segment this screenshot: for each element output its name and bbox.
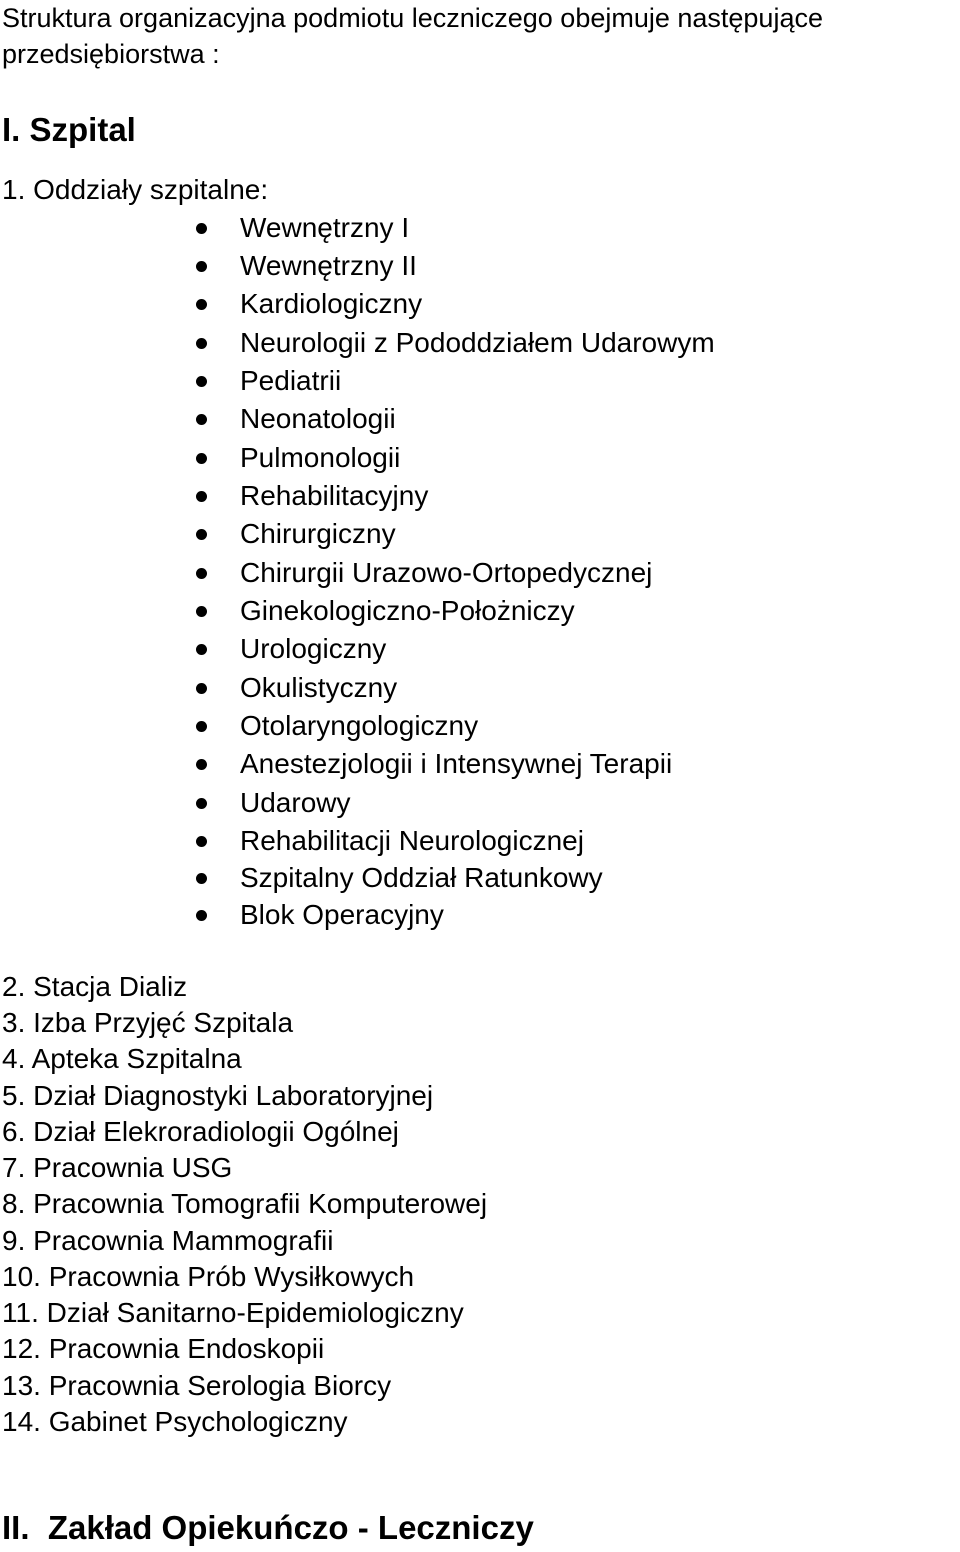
intro-paragraph: Struktura organizacyjna podmiotu leczniczego obejmuje następujące przedsiębiorstwa : — [2, 3, 823, 69]
list-item: 8. Pracownia Tomografii Komputerowej — [2, 1188, 488, 1219]
list-item: 4. Apteka Szpitalna — [2, 1043, 242, 1074]
list-item: 2. Stacja Dializ — [2, 971, 188, 1002]
wards-heading: 1. Oddziały szpitalne: — [2, 174, 269, 205]
bullet-icon — [196, 873, 207, 884]
bullet-icon — [196, 491, 207, 502]
bullet-icon — [196, 606, 207, 617]
list-item: 11. Dział Sanitarno-Epidemiologiczny — [2, 1297, 464, 1328]
list-item: 5. Dział Diagnostyki Laboratoryjnej — [2, 1080, 434, 1111]
list-item: 10. Pracownia Prób Wysiłkowych — [2, 1261, 415, 1292]
bullet-icon — [196, 759, 207, 770]
section-heading-zol: II. Zakład Opiekuńczo - Leczniczy — [2, 1509, 534, 1546]
bullet-icon — [196, 223, 207, 234]
bullet-icon — [196, 910, 207, 921]
list-item: 7. Pracownia USG — [2, 1152, 233, 1183]
list-item: 9. Pracownia Mammografii — [2, 1225, 334, 1256]
bullet-icon — [196, 568, 207, 579]
bullet-icon — [196, 836, 207, 847]
bullet-icon — [196, 721, 207, 732]
bullet-icon — [196, 683, 207, 694]
list-item: 14. Gabinet Psychologiczny — [2, 1406, 348, 1437]
list-item: 3. Izba Przyjęć Szpitala — [2, 1007, 294, 1038]
list-item: 6. Dział Elekroradiologii Ogólnej — [2, 1116, 399, 1147]
bullet-icon — [196, 644, 207, 655]
list-item: 13. Pracownia Serologia Biorcy — [2, 1370, 392, 1401]
bullet-icon — [196, 376, 207, 387]
bullet-icon — [196, 299, 207, 310]
document-page: Struktura organizacyjna podmiotu leczniczego obejmuje następujące przedsiębiorstwa : I. Szpital 1. Oddziały szpitalne: Wewnętrzny I Wewnętrzny II Kardiologiczny Neurologii z Pododdziałem Udarowym Pediatrii Neonatologii Pulmonologii Rehabilitacyjny Chirurgiczny Chirurgii Urazowo-Ortopedycznej Ginekologiczno-Położniczy Urologiczny Okulistyczny Otolaryngologiczny Anestezjologii i Intensywnej Terapii Udarowy Rehabilitacji Neurologicznej Szpitalny Oddział Ratunkowy Blok Operacyjny 2. Stacja Dializ 3. Izba Przyjęć Szpitala 4. Apteka Szpitalna 5. Dział Diagnostyki Laboratoryjnej 6. Dział Elekroradiologii Ogólnej 7. Pracownia USG 8. Pracownia Tomografii Komputerowej 9. Pracownia Mammografii 10. Pracownia Prób Wysiłkowych 11. Dział Sanitarno-Epidemiologiczny 12. Pracownia Endoskopii 13. Pracownia Serologia Biorcy 14. Gabinet Psychologiczny II. Zakład Opiekuńczo - Leczniczy — [0, 0, 960, 1552]
bullet-icon — [196, 453, 207, 464]
bullet-icon — [196, 261, 207, 272]
bullet-icon — [196, 529, 207, 540]
bullet-icon — [196, 338, 207, 349]
bullet-icon — [196, 798, 207, 809]
bullet-icon — [196, 414, 207, 425]
section-heading-szpital: I. Szpital — [2, 111, 136, 148]
list-item: 12. Pracownia Endoskopii — [2, 1333, 325, 1364]
